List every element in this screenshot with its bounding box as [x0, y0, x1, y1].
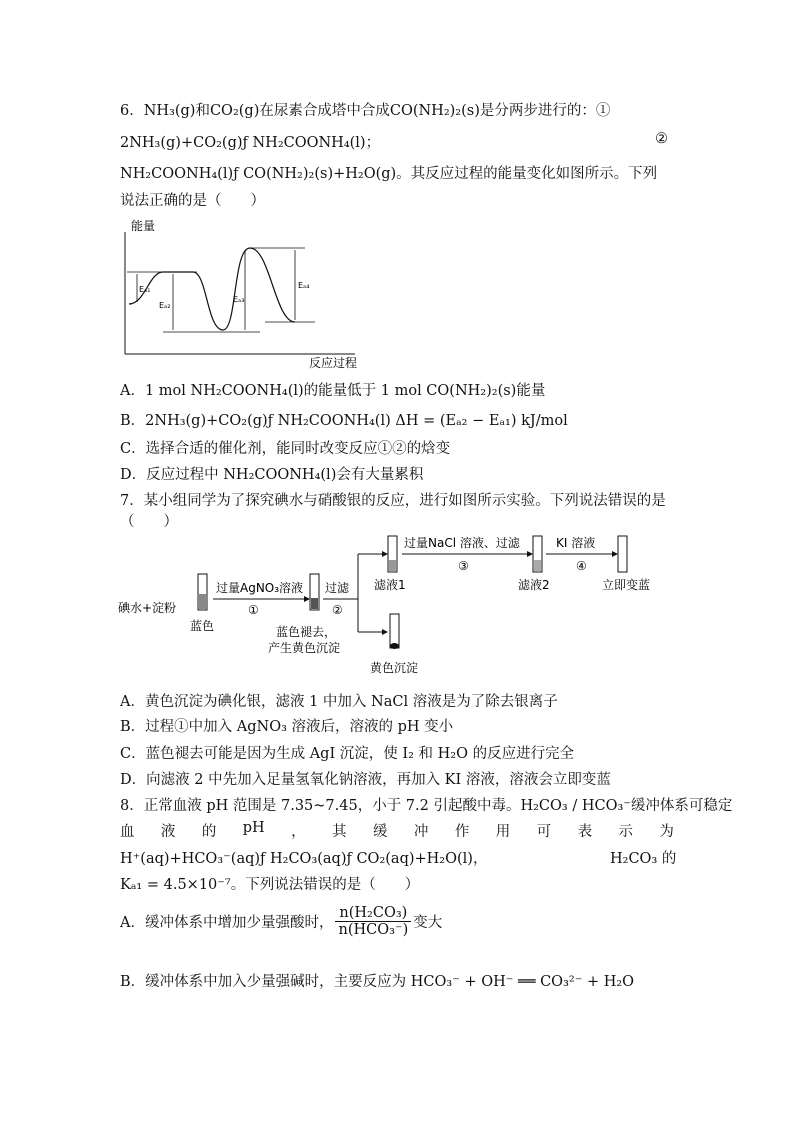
tube2-label-1: 蓝色褪去，: [276, 625, 337, 639]
start-label: 碘水+淀粉: [118, 601, 177, 615]
q8-option-a: A．缓冲体系中增加少量强酸时， $\frac{\text{n(H₂CO₃)}}{\text{n(HCO₃⁻)}}$ 变大: [120, 905, 443, 938]
q6-equation-1: 2NH₃(g)+CO₂(g)ƒ NH₂COONH₄(l)；: [120, 135, 381, 151]
q6-option-c: C．选择合适的催化剂，能同时改变反应①②的焓变: [120, 441, 451, 457]
q8-equation-tail: H₂CO₃ 的: [610, 851, 677, 867]
q6-option-d: D．反应过程中 NH₂COONH₄(l)会有大量累积: [120, 467, 424, 483]
precipitate-label: 黄色沉淀: [370, 661, 419, 675]
step3-label: 过量NaCl 溶液、过滤: [404, 536, 520, 550]
q7-option-b: B．过程①中加入 AgNO₃ 溶液后，溶液的 pH 变小: [120, 719, 454, 735]
energy-diagram: [115, 212, 375, 372]
q8-line-2: 血 液 的 pH ， 其 缓 冲 作 用 可 表 示 为: [120, 820, 674, 840]
step1-number: ①: [248, 603, 259, 617]
step4-number: ④: [576, 559, 587, 573]
q6-marker-2: ②: [655, 131, 668, 147]
end-label: 立即变蓝: [602, 578, 651, 592]
q6-option-b: B．2NH₃(g)+CO₂(g)ƒ NH₂COONH₄(l) ΔH = (Eₐ₂ − Eₐ₁) kJ/mol: [120, 413, 568, 429]
step1-label: 过量AgNO₃溶液: [216, 581, 304, 595]
tube1-label: 蓝色: [190, 619, 215, 633]
q6-option-a: A．1 mol NH₂COONH₄(l)的能量低于 1 mol CO(NH₂)₂(s)能量: [120, 383, 546, 399]
filtrate2-label: 滤液2: [518, 578, 550, 592]
experiment-diagram: [118, 532, 678, 682]
step4-label: KI 溶液: [556, 536, 596, 550]
filtrate1-label: 滤液1: [374, 578, 406, 592]
q8-ka-line: Kₐ₁ = 4.5×10⁻⁷。下列说法错误的是（ ）: [120, 877, 420, 893]
q8-line-1: 8．正常血液 pH 范围是 7.35~7.45，小于 7.2 引起酸中毒。H₂CO₃ / HCO₃⁻缓冲体系可稳定: [120, 798, 733, 814]
q8-equation: H⁺(aq)+HCO₃⁻(aq)ƒ H₂CO₃(aq)ƒ CO₂(aq)+H₂O(l)，: [120, 851, 488, 867]
q8-option-b: B．缓冲体系中加入少量强碱时，主要反应为 HCO₃⁻ + OH⁻ ══ CO₃²⁻ + H₂O: [120, 974, 635, 990]
ea2-label: Eₐ₂: [159, 301, 171, 310]
ratio-fraction: $\frac{\text{n(H₂CO₃)}}{\text{n(HCO₃⁻)}}$: [335, 905, 411, 938]
step2-number: ②: [332, 603, 343, 617]
q7-option-c: C．蓝色褪去可能是因为生成 AgI 沉淀，使 I₂ 和 H₂O 的反应进行完全: [120, 746, 575, 762]
q6-stem-end: 说法正确的是（ ）: [120, 193, 265, 209]
q7-line-2: （ ）: [120, 514, 178, 530]
tube2-label-2: 产生黄色沉淀: [268, 641, 341, 655]
q7-option-a: A．黄色沉淀为碘化银，滤液 1 中加入 NaCl 溶液是为了除去银离子: [120, 694, 558, 710]
ea1-label: Eₐ₁: [139, 285, 151, 294]
step3-number: ③: [458, 559, 469, 573]
step2-label: 过滤: [325, 581, 350, 595]
energy-axis-label: 能量: [131, 219, 156, 233]
q6-line-1: 6．NH₃(g)和CO₂(g)在尿素合成塔中合成CO(NH₂)₂(s)是分两步进行的：①: [120, 103, 611, 119]
ea4-label: Eₐ₄: [298, 281, 310, 290]
q6-equation-2: NH₂COONH₄(l)ƒ CO(NH₂)₂(s)+H₂O(g)。其反应过程的能量变化如图所示。下列: [120, 166, 658, 182]
q7-line-1: 7．某小组同学为了探究碘水与硝酸银的反应，进行如图所示实验。下列说法错误的是: [120, 493, 666, 509]
reaction-axis-label: 反应过程: [309, 356, 358, 370]
ea3-label: Eₐ₃: [233, 295, 245, 304]
q7-option-d: D．向滤液 2 中先加入足量氢氧化钠溶液，再加入 KI 溶液，溶液会立即变蓝: [120, 772, 611, 788]
